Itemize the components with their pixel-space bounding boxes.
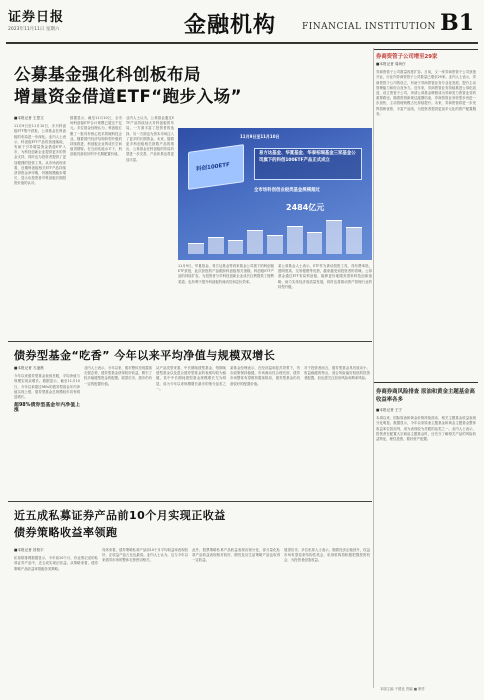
newspaper-logo: 证券日报 bbox=[8, 10, 65, 25]
right-column-rule-mid bbox=[374, 382, 478, 383]
story2-text-1: 今年以来债券型基金表现亮眼，平均净值与规模实现双增长。数据显示，截至11月10日，今年以来超过98%的债券型基金年内净值实现上涨，债券型基金总规模较年初有明显增长。 bbox=[14, 374, 80, 400]
lead-headline bbox=[14, 64, 294, 108]
story2-text-4: 某基金经理表示，在经济温和复苏背景下，货币政策保持稳健，市场流动性合理充裕，债券市场整体有望维持震荡格局，债券型基金仍具备较好的配置价值。 bbox=[230, 366, 300, 386]
right-story2-byline: ■本报记者 王宁 bbox=[376, 408, 403, 412]
story3-column-1 bbox=[14, 548, 98, 688]
story2-column-1 bbox=[14, 366, 80, 496]
lead-column-5 bbox=[278, 264, 372, 336]
section-english-title: FINANCIAL INSTITUTION bbox=[302, 22, 436, 32]
lead-text-1: 11月9日至11月10日，多只科创板ETF集中获批，公募基金在科创板的布局进一步深化。业内人士表示，科创板ETF产品的加速落地，有助于引导增量资金借道ETF入市，为科技创新企业提供更多的资金支持，同时也为投资者提供了更加便捷的投资工具。从市场表现来看，近期科创板相关ETF产品持续获得资金净申购，份额规模稳步增长，显示出投资者对科创板长期投资价值的认可。 bbox=[14, 124, 66, 186]
story3-text-2: 具体来看，债券策略私募产品前10个月平均收益率表现较好，正收益产品占比也最高。业内人士认为，这与今年以来债券市场的整体走势密切相关。 bbox=[102, 548, 188, 563]
etf-infographic bbox=[178, 128, 372, 260]
story2-rule bbox=[8, 341, 372, 342]
story3-column-4 bbox=[284, 548, 370, 688]
issue-date: 2023年11月11日 星期六 bbox=[8, 27, 60, 32]
right-story1-headline: 券商资管子公司增至29家 bbox=[376, 54, 438, 60]
right-story2-text: 本周以来，国际原油和黄金价格持续波动，相关主题基金收益表现分化明显。数据显示，今年以来原油主题基金和黄金主题基金整体收益率位居前列，成为表现较为亮眼的品类之一。业内人士表示，投资者在配置大宗商品主题基金时，应充分了解相关产品的风险收益特征，理性投资，做好资产配置。 bbox=[376, 416, 476, 442]
lead-column-4 bbox=[178, 264, 274, 336]
lead-text-5: 某公募基金人士表示，ETF作为被动投资工具，具有费率低、透明度高、交易便捷等优势，越来越受到投资者的青睐。公募基金通过ETF布局科创板，能够更好地服务国家科技创新战略，助力实体经济高质量发展，同时也将推动资产管理行业的转型升级。 bbox=[278, 264, 372, 289]
lead-text-2: 数据显示，截至11月10日，全市场科创板ETF合计规模已超过千亿元。多位基金经理认为，科创板汇聚了一批具有核心技术的硬科技企业，随着国内经济结构转型升级的持续推进，科创板企业的成长空间值得期待。在当前估值水平下，科创板具备较好的中长期配置价值。 bbox=[70, 116, 122, 157]
infographic-number: 2484亿元 bbox=[286, 203, 325, 212]
right-story1-text: 券商资管子公司数量再度扩容。日前，又一家券商资管子公司获批开业，行业内券商资管子公司数量已增至29家。业内人士表示，券商资管子公司的设立，有助于券商资管业务专业化发展，提升主动管理能力和综合竞争力。近年来，券商资管业务持续推进公募化改造，设立资管子公司、申请公募基金牌照成为券商发力资管业务的重要路径。随着资管新规过渡期结束，券商资管业务转型步伐进一步加快，主动管理规模占比持续提升。未来，券商资管将进一步发挥投研优势，丰富产品线，为投资者提供更加多元化的资产配置服务。 bbox=[376, 70, 476, 116]
story2-headline: 债券型基金“吃香” 今年以来平均净值与规模双增长 bbox=[14, 349, 276, 362]
decorative-bar bbox=[208, 237, 224, 254]
decorative-bar bbox=[228, 240, 244, 254]
decorative-bars bbox=[188, 216, 362, 254]
story3-rule bbox=[8, 501, 372, 502]
decorative-bar bbox=[247, 230, 263, 254]
story2-column-4 bbox=[230, 366, 300, 496]
story3-headline-line1: 近五成私募证券产品前10个月实现正收益 bbox=[14, 509, 226, 522]
lead-text-4: 11月9日，华夏基金、易方达基金等四家基金公司旗下的科创板ETF获批，此次获批的产品跟踪科创板相关指数。科创板ETF产品的持续扩容，为投资者分享科技创新企业成长红利提供了便利渠道，也有利于提升科创板的流动性和定价效率。 bbox=[178, 264, 274, 284]
lead-column-1 bbox=[14, 116, 66, 336]
lead-text-3: 业内人士认为，公募基金通过ETF产品持续加大对科创板的布局，一方面丰富了投资者的选择，另一方面也为资本市场注入了更多的长期资金。未来，随着更多科创板相关指数产品的推出，公募基金在科创板的布局有望进一步完善，产品体系也将更加丰富。 bbox=[126, 116, 174, 162]
decorative-bar bbox=[267, 235, 283, 254]
decorative-bar bbox=[307, 232, 323, 254]
decorative-bar bbox=[188, 243, 204, 254]
right-story1-byline: ■本报记者 周尚仔 bbox=[376, 62, 406, 66]
story2-byline: ■本报记者 方凌晨 bbox=[14, 366, 44, 370]
story3-text-3: 此外，股票策略私募产品收益表现出现分化，部分量化私募产品收益表现相对较好，期货及衍生品策略产品也取得一定收益。 bbox=[192, 548, 280, 563]
lead-headline-line2: 增量资金借道ETF“跑步入场” bbox=[14, 87, 242, 106]
story2-column-5 bbox=[304, 366, 370, 496]
lead-headline-line1: 公募基金强化科创板布局 bbox=[14, 65, 201, 84]
infographic-date: 11月9日至11月10日 bbox=[240, 134, 280, 139]
story2-text-5: 对于投资者而言，债券型基金具有波动小、收益稳健的特点，适合风险偏好较低的投资者配置，但也需关注信用风险和利率风险。 bbox=[304, 366, 370, 381]
story3-headline bbox=[14, 507, 226, 541]
story3-text-4: 展望后市，多位私募人士表示，随着经济企稳回升，权益市场有望迎来结构性机会，私募机构将积极把握投资机会，为投资者创造收益。 bbox=[284, 548, 370, 563]
etf-badge-label: 科创100ETF bbox=[196, 162, 230, 173]
infographic-box-text: 易方达基金、华夏基金、华泰柏瑞基金三家基金公司旗下的科创100ETF产品正式成立 bbox=[259, 151, 356, 163]
story2-text-2: 业内人士表示，今年以来，债市整体呈现震荡走强态势，债券型基金获得较好收益，吸引了较多稳健型资金的配置。展望后市，债市仍有一定的配置价值。 bbox=[84, 366, 152, 386]
story3-byline: ■本报记者 昌校宇 bbox=[14, 548, 44, 552]
page-footer: 本版主编 于德良 责编 ■ 制作 bbox=[380, 687, 425, 691]
story3-column-2 bbox=[102, 548, 188, 688]
story2-column-3 bbox=[156, 366, 226, 496]
lead-column-3 bbox=[126, 116, 174, 336]
story3-headline-line2: 债券策略收益率领跑 bbox=[14, 526, 118, 539]
decorative-bar bbox=[346, 227, 362, 254]
story2-column-2 bbox=[84, 366, 152, 496]
right-story2-headline: 券商券商风险排查 原油和黄金主题基金高收益率各多 bbox=[376, 389, 475, 403]
decorative-bar bbox=[326, 220, 342, 254]
right-story2-body bbox=[376, 408, 476, 682]
section-title: 金融机构 bbox=[184, 12, 277, 38]
lead-byline: ■本报记者 王思文 bbox=[14, 116, 44, 120]
right-column-rule-top bbox=[374, 49, 478, 50]
page-number: B1 bbox=[440, 10, 474, 36]
decorative-bar bbox=[287, 226, 303, 255]
story3-text-1: 私募排排网数据显示，今年前10个月，有业绩记录的私募证券产品中，近五成实现正收益。从策略来看，债券策略产品收益率领跑各类策略。 bbox=[14, 556, 98, 571]
story2-subhead: 超98%债券型基金年内净值上涨 bbox=[14, 403, 80, 414]
infographic-box bbox=[254, 148, 362, 180]
story3-column-3 bbox=[192, 548, 280, 688]
right-story1-body bbox=[376, 62, 476, 378]
lead-column-2 bbox=[70, 116, 122, 336]
masthead bbox=[6, 4, 478, 44]
infographic-line: 全市场科创创业板类基金规模超过 bbox=[254, 188, 320, 193]
story2-text-3: 从产品类型来看，中长期纯债型基金、短期纯债型基金以及混合债券型基金的表现均较为稳健，其中中长期纯债型基金规模增长尤为明显，成为今年以来规模增长最多的细分品类之一。 bbox=[156, 366, 226, 391]
column-divider bbox=[373, 48, 374, 688]
etf-badge bbox=[188, 144, 244, 190]
